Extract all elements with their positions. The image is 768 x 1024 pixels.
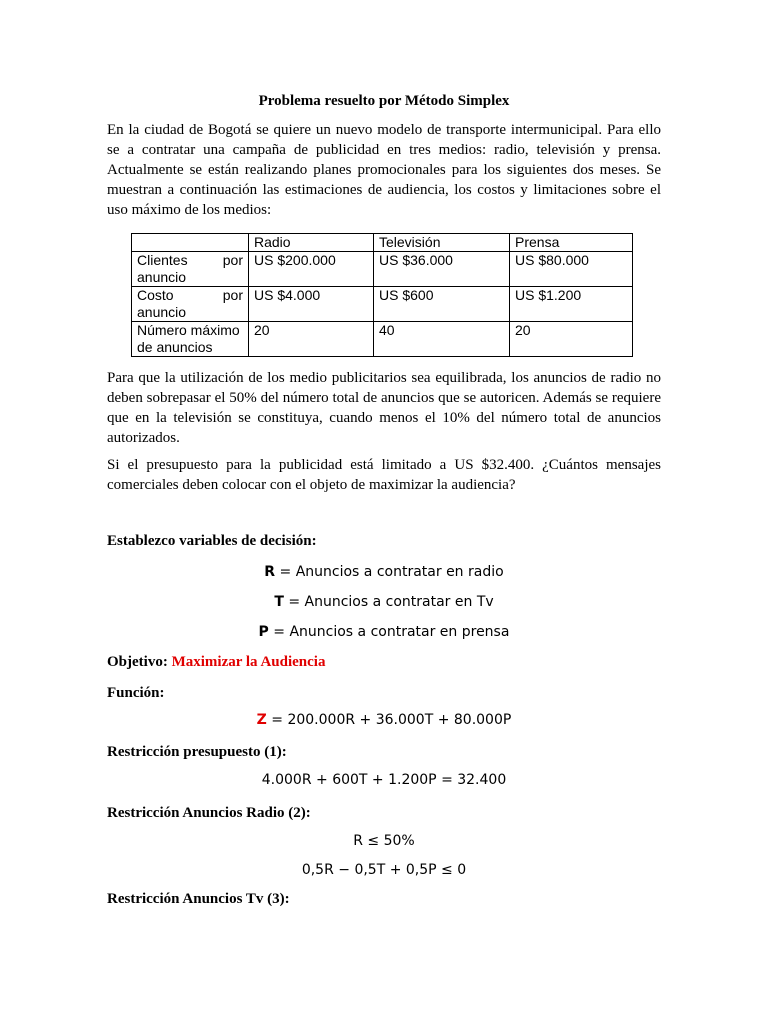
row-label bbox=[132, 287, 249, 322]
variable-r-equation bbox=[0, 564, 768, 580]
table-cell: 20 bbox=[510, 322, 633, 357]
variable-p-equation bbox=[0, 624, 768, 640]
table-cell: US $4.000 bbox=[249, 287, 374, 322]
objective-value: Maximizar la Audiencia bbox=[171, 654, 326, 670]
table-row bbox=[132, 287, 633, 322]
question-paragraph: Si el presupuesto para la publicidad está limitado a US $32.400. ¿Cuántos mensajes comerciales deben colocar con el objeto de maximizar la audiencia? bbox=[107, 457, 661, 493]
restriction-2-heading: Restricción Anuncios Radio (2): bbox=[107, 805, 311, 821]
table-header-radio: Radio bbox=[249, 234, 374, 252]
page-title: Problema resuelto por Método Simplex bbox=[258, 93, 510, 109]
table-cell: US $1.200 bbox=[510, 287, 633, 322]
table-row bbox=[132, 322, 633, 357]
function-z-symbol: Z bbox=[256, 712, 267, 728]
row-label bbox=[132, 252, 249, 287]
row-label-part: por bbox=[222, 252, 243, 268]
variable-text: = Anuncios a contratar en radio bbox=[275, 564, 504, 580]
restriction-3-heading: Restricción Anuncios Tv (3): bbox=[107, 891, 290, 907]
table-cell: 20 bbox=[249, 322, 374, 357]
table-cell: US $80.000 bbox=[510, 252, 633, 287]
media-table bbox=[131, 233, 633, 357]
table-header-row bbox=[132, 234, 633, 252]
table-corner-cell bbox=[132, 234, 249, 252]
objective-label: Objetivo: bbox=[107, 654, 172, 670]
variable-text: = Anuncios a contratar en prensa bbox=[268, 624, 510, 640]
table-header-tv: Televisión bbox=[374, 234, 510, 252]
row-label-part: Clientes bbox=[137, 252, 188, 268]
function-heading: Función: bbox=[107, 685, 165, 701]
table-cell: US $600 bbox=[374, 287, 510, 322]
table-header-prensa: Prensa bbox=[510, 234, 633, 252]
objective-function-equation bbox=[0, 712, 768, 728]
table-cell: US $200.000 bbox=[249, 252, 374, 287]
constraints-paragraph: Para que la utilización de los medio publicitarios sea equilibrada, los anuncios de radio no deben sobrepasar el 50% del número total de anuncios que se autoricen. Además se requiere que en la televisión se constituya, cuando menos el 10% del número total de anuncios autorizados. bbox=[107, 370, 661, 446]
row-label bbox=[132, 322, 249, 357]
variable-symbol: R bbox=[264, 564, 276, 580]
variable-text: = Anuncios a contratar en Tv bbox=[283, 594, 494, 610]
variable-symbol: P bbox=[258, 624, 269, 640]
intro-paragraph: En la ciudad de Bogotá se quiere un nuevo modelo de transporte intermunicipal. Para ello se a contratar una campaña de publicidad en tres medios: radio, televisión y prensa. Actualmente se están realizando planes promocionales para los siguientes dos meses. Se muestran a continuación las estimaciones de audiencia, los costos y limitaciones sobre el uso máximo de los medios: bbox=[107, 122, 661, 218]
table-cell: 40 bbox=[374, 322, 510, 357]
restriction-2-equation-a: R ≤ 50% bbox=[353, 833, 415, 849]
restriction-1-equation: 4.000R + 600T + 1.200P = 32.400 bbox=[261, 772, 507, 788]
variable-symbol: T bbox=[274, 594, 284, 610]
row-label-part: por bbox=[222, 287, 243, 303]
variable-t-equation bbox=[0, 594, 768, 610]
objective-line bbox=[107, 654, 325, 671]
row-label-part: anuncio bbox=[137, 304, 187, 320]
variables-heading: Establezco variables de decisión: bbox=[107, 533, 317, 549]
restriction-1-heading: Restricción presupuesto (1): bbox=[107, 744, 287, 760]
row-label-part: Costo bbox=[137, 287, 174, 303]
row-label-part: Número máximo bbox=[137, 322, 240, 338]
row-label-part: de anuncios bbox=[137, 339, 213, 355]
table-cell: US $36.000 bbox=[374, 252, 510, 287]
row-label-part: anuncio bbox=[137, 269, 187, 285]
function-expression: = 200.000R + 36.000T + 80.000P bbox=[266, 712, 512, 728]
restriction-2-equation-b: 0,5R − 0,5T + 0,5P ≤ 0 bbox=[301, 862, 467, 878]
table-row bbox=[132, 252, 633, 287]
